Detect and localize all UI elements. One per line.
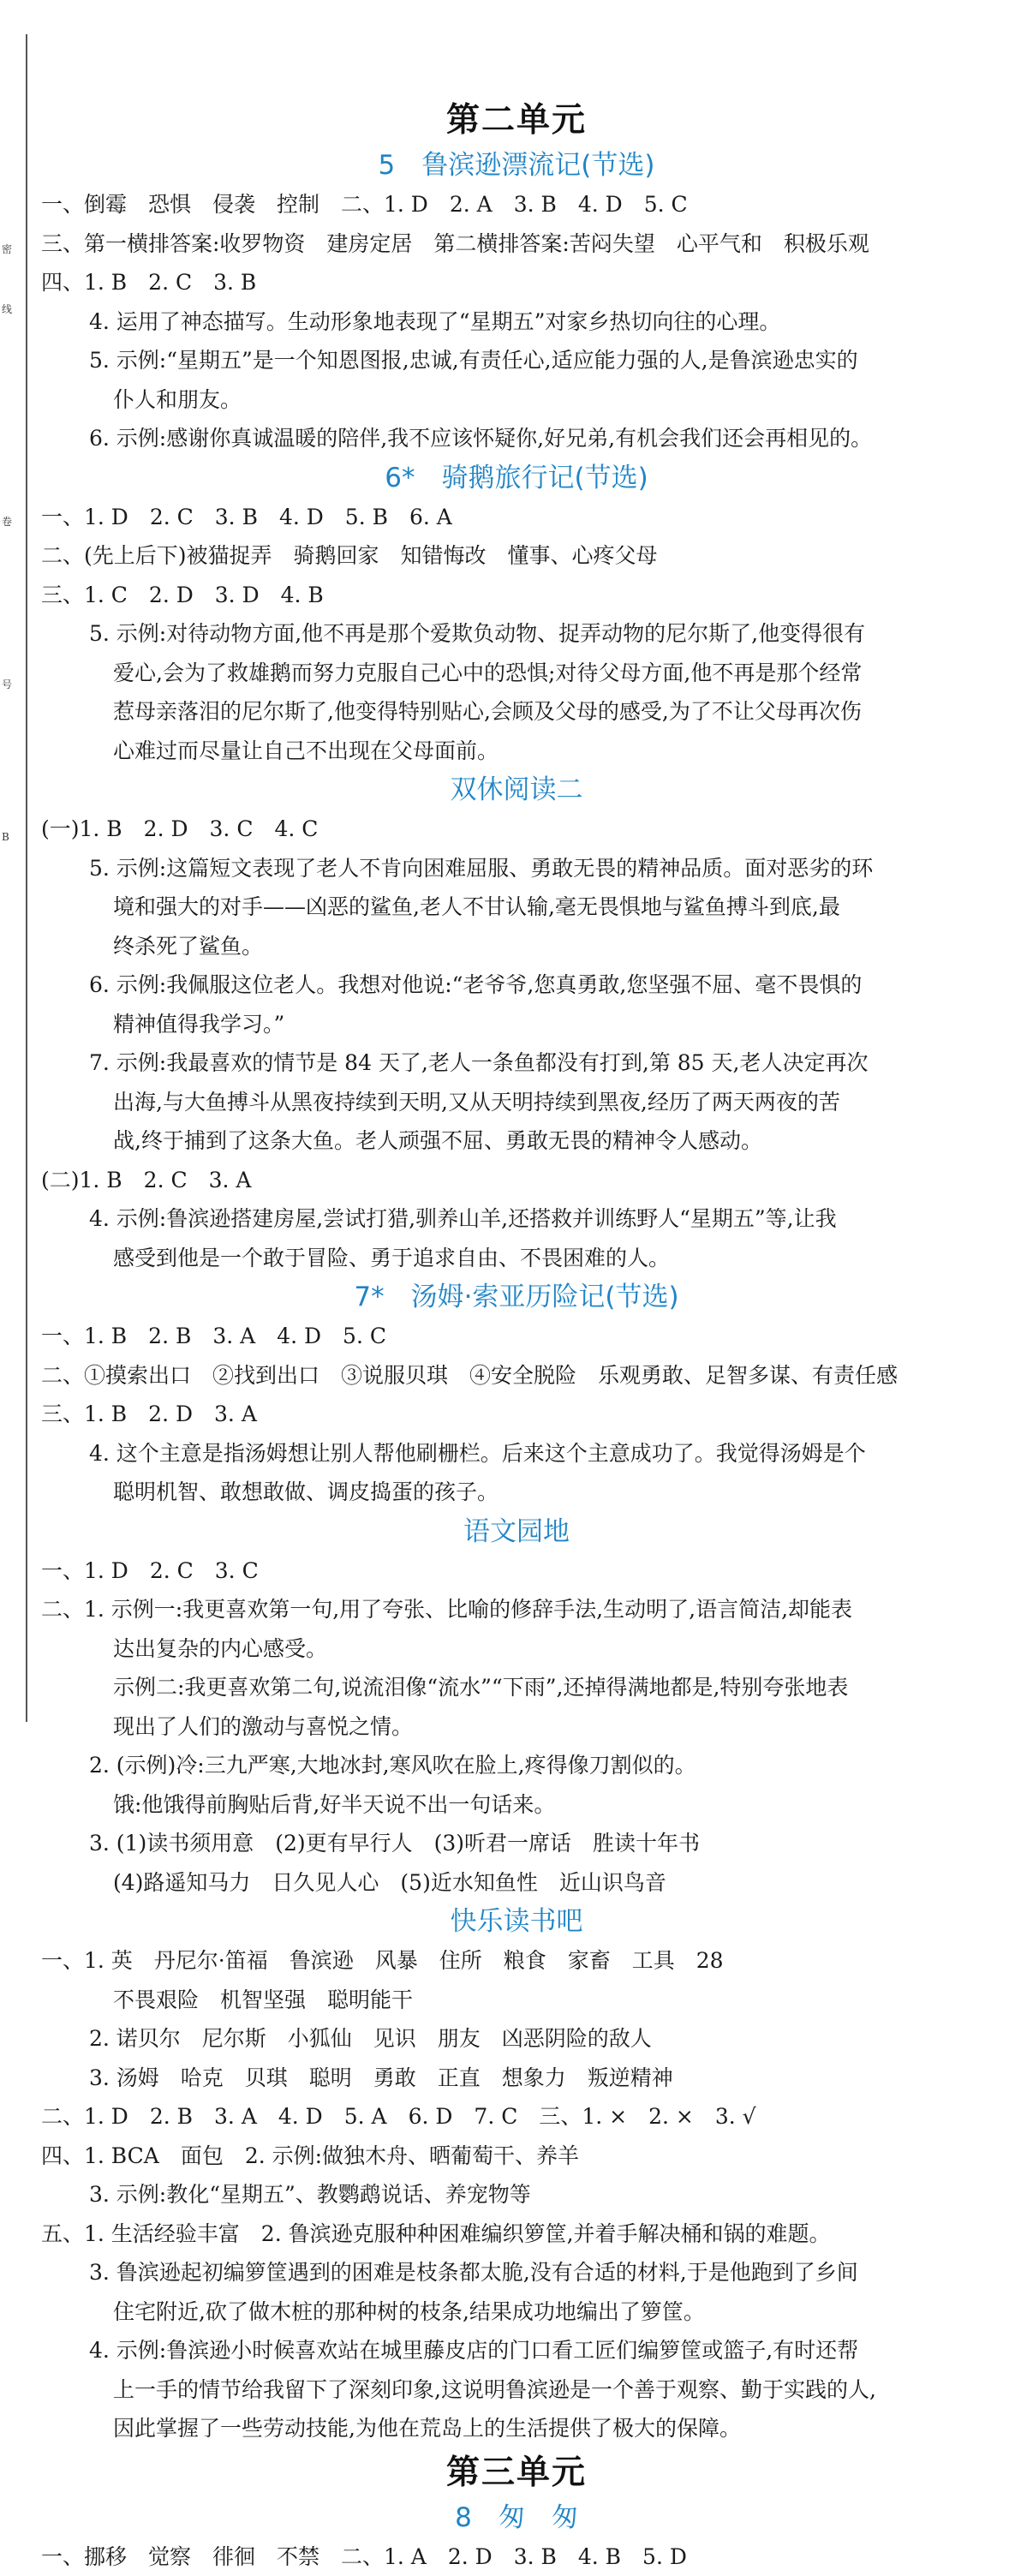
section-title: 7* 汤姆·索亚历险记(节选) (41, 1277, 992, 1317)
answer-line: 6. 示例:感谢你真诚温暖的陪伴,我不应该怀疑你,好兄弟,有机会我们还会再相见的。 (41, 419, 992, 458)
answer-line: 二、1. 示例一:我更喜欢第一句,用了夸张、比喻的修辞手法,生动明了,语言简洁,却能表 (41, 1590, 992, 1629)
unit-title: 第三单元 (41, 2448, 992, 2498)
answer-line: 二、(先上后下)被猫捉弄 骑鹅回家 知错悔改 懂事、心疼父母 (41, 536, 992, 576)
answer-line: 战,终于捕到了这条大鱼。老人顽强不屈、勇敢无畏的精神令人感动。 (41, 1121, 992, 1161)
answer-line: 一、1. 英 丹尼尔·笛福 鲁滨逊 风暴 住所 粮食 家畜 工具 28 (41, 1941, 992, 1981)
answer-line: 因此掌握了一些劳动技能,为他在荒岛上的生活提供了极大的保障。 (41, 2409, 992, 2448)
edge-mark: 线 (2, 302, 12, 316)
answer-line: 出海,与大鱼搏斗从黑夜持续到天明,又从天明持续到黑夜,经历了两天两夜的苦 (41, 1083, 992, 1122)
answer-line: 四、1. B 2. C 3. B (41, 263, 992, 302)
answer-line: 2. 诺贝尔 尼尔斯 小狐仙 见识 朋友 凶恶阴险的敌人 (41, 2019, 992, 2059)
answer-line: 终杀死了鲨鱼。 (41, 927, 992, 966)
section-title: 8 匆 匆 (41, 2498, 992, 2537)
answer-line: 4. 运用了神态描写。生动形象地表现了“星期五”对家乡热切向往的心理。 (41, 302, 992, 342)
answer-line: 一、1. D 2. C 3. C (41, 1551, 992, 1591)
answer-line: 感受到他是一个敢于冒险、勇于追求自由、不畏困难的人。 (41, 1239, 992, 1278)
answer-line: 4. 示例:鲁滨逊小时候喜欢站在城里藤皮店的门口看工匠们编箩筐或篮子,有时还帮 (41, 2331, 992, 2370)
edge-mark: B (2, 831, 9, 843)
answer-line: 3. 鲁滨逊起初编箩筐遇到的困难是枝条都太脆,没有合适的材料,于是他跑到了乡间 (41, 2253, 992, 2292)
answer-line: 上一手的情节给我留下了深刻印象,这说明鲁滨逊是一个善于观察、勤于实践的人, (41, 2370, 992, 2410)
answer-line: 不畏艰险 机智坚强 聪明能干 (41, 1981, 992, 2020)
edge-mark: 密 (2, 242, 12, 256)
answer-line: 一、倒霉 恐惧 侵袭 控制 二、1. D 2. A 3. B 4. D 5. C (41, 185, 992, 224)
section-title: 5 鲁滨逊漂流记(节选) (41, 146, 992, 185)
answer-line: 3. 示例:教化“星期五”、教鹦鹉说话、养宠物等 (41, 2175, 992, 2214)
answer-line: 4. 这个主意是指汤姆想让别人帮他刷栅栏。后来这个主意成功了。我觉得汤姆是个 (41, 1434, 992, 1473)
answer-line: 仆人和朋友。 (41, 380, 992, 420)
answer-line: 示例二:我更喜欢第二句,说流泪像“流水”“下雨”,还掉得满地都是,特别夸张地表 (41, 1668, 992, 1707)
answer-line: 二、①摸索出口 ②找到出口 ③说服贝琪 ④安全脱险 乐观勇敢、足智多谋、有责任感 (41, 1356, 992, 1396)
answer-line: 7. 示例:我最喜欢的情节是 84 天了,老人一条鱼都没有打到,第 85 天,老人决定再次 (41, 1043, 992, 1083)
unit-title: 第二单元 (41, 96, 992, 146)
answer-line: 一、1. B 2. B 3. A 4. D 5. C (41, 1317, 992, 1356)
answer-line: 住宅附近,砍了做木桩的那种树的枝条,结果成功地编出了箩筐。 (41, 2292, 992, 2332)
answer-line: 达出复杂的内心感受。 (41, 1629, 992, 1669)
answer-line: 五、1. 生活经验丰富 2. 鲁滨逊克服种种困难编织箩筐,并着手解决桶和锅的难题。 (41, 2214, 992, 2254)
answer-line: 心难过而尽量让自己不出现在父母面前。 (41, 732, 992, 771)
answer-line: 5. 示例:“星期五”是一个知恩图报,忠诚,有责任心,适应能力强的人,是鲁滨逊忠实的 (41, 341, 992, 380)
section-title: 语文园地 (41, 1512, 992, 1551)
answer-line: 三、1. C 2. D 3. D 4. B (41, 576, 992, 615)
answer-line: 4. 示例:鲁滨逊搭建房屋,尝试打猎,驯养山羊,还搭救并训练野人“星期五”等,让我 (41, 1199, 992, 1239)
answer-line: (4)路遥知马力 日久见人心 (5)近水知鱼性 近山识鸟音 (41, 1863, 992, 1903)
answer-line: 一、挪移 觉察 徘徊 不禁 二、1. A 2. D 3. B 4. B 5. D (41, 2537, 992, 2576)
section-container (41, 2498, 992, 2576)
binding-line (26, 34, 27, 1722)
answer-line: 2. (示例)冷:三九严寒,大地冰封,寒风吹在脸上,疼得像刀割似的。 (41, 1746, 992, 1785)
answer-line: 5. 示例:对待动物方面,他不再是那个爱欺负动物、捉弄动物的尼尔斯了,他变得很有 (41, 614, 992, 654)
answer-line: 饿:他饿得前胸贴后背,好半天说不出一句话来。 (41, 1785, 992, 1825)
section-title: 6* 骑鹅旅行记(节选) (41, 458, 992, 498)
edge-mark: 卷 (2, 514, 12, 529)
answer-line: 四、1. BCA 面包 2. 示例:做独木舟、晒葡萄干、养羊 (41, 2137, 992, 2176)
answer-line: 6. 示例:我佩服这位老人。我想对他说:“老爷爷,您真勇敢,您坚强不屈、毫不畏惧的 (41, 965, 992, 1005)
edge-mark: 号 (2, 677, 12, 691)
section-title: 双休阅读二 (41, 770, 992, 810)
sections-container (41, 146, 992, 2448)
answer-line: 一、1. D 2. C 3. B 4. D 5. B 6. A (41, 498, 992, 537)
answer-line: 境和强大的对手——凶恶的鲨鱼,老人不甘认输,毫无畏惧地与鲨鱼搏斗到底,最 (41, 888, 992, 927)
answer-line: 5. 示例:这篇短文表现了老人不肯向困难屈服、勇敢无畏的精神品质。面对恶劣的环 (41, 849, 992, 888)
answer-line: 3. (1)读书须用意 (2)更有早行人 (3)听君一席话 胜读十年书 (41, 1824, 992, 1863)
answer-line: 现出了人们的激动与喜悦之情。 (41, 1707, 992, 1747)
answer-line: 聪明机智、敢想敢做、调皮捣蛋的孩子。 (41, 1473, 992, 1512)
answer-line: 爱心,会为了救雄鹅而努力克服自己心中的恐惧;对待父母方面,他不再是那个经常 (41, 654, 992, 693)
answer-line: 精神值得我学习。” (41, 1005, 992, 1044)
answer-line: 三、1. B 2. D 3. A (41, 1395, 992, 1434)
answer-line: 三、第一横排答案:收罗物资 建房定居 第二横排答案:苦闷失望 心平气和 积极乐观 (41, 224, 992, 264)
answer-line: 3. 汤姆 哈克 贝琪 聪明 勇敢 正直 想象力 叛逆精神 (41, 2059, 992, 2098)
answer-line: (二)1. B 2. C 3. A (41, 1161, 992, 1200)
answer-page (41, 96, 992, 2576)
answer-line: 二、1. D 2. B 3. A 4. D 5. A 6. D 7. C 三、1. × 2. × 3. √ (41, 2097, 992, 2137)
section-title: 快乐读书吧 (41, 1902, 992, 1941)
answer-line: 惹母亲落泪的尼尔斯了,他变得特别贴心,会顾及父母的感受,为了不让父母再次伤 (41, 692, 992, 732)
answer-line: (一)1. B 2. D 3. C 4. C (41, 810, 992, 849)
